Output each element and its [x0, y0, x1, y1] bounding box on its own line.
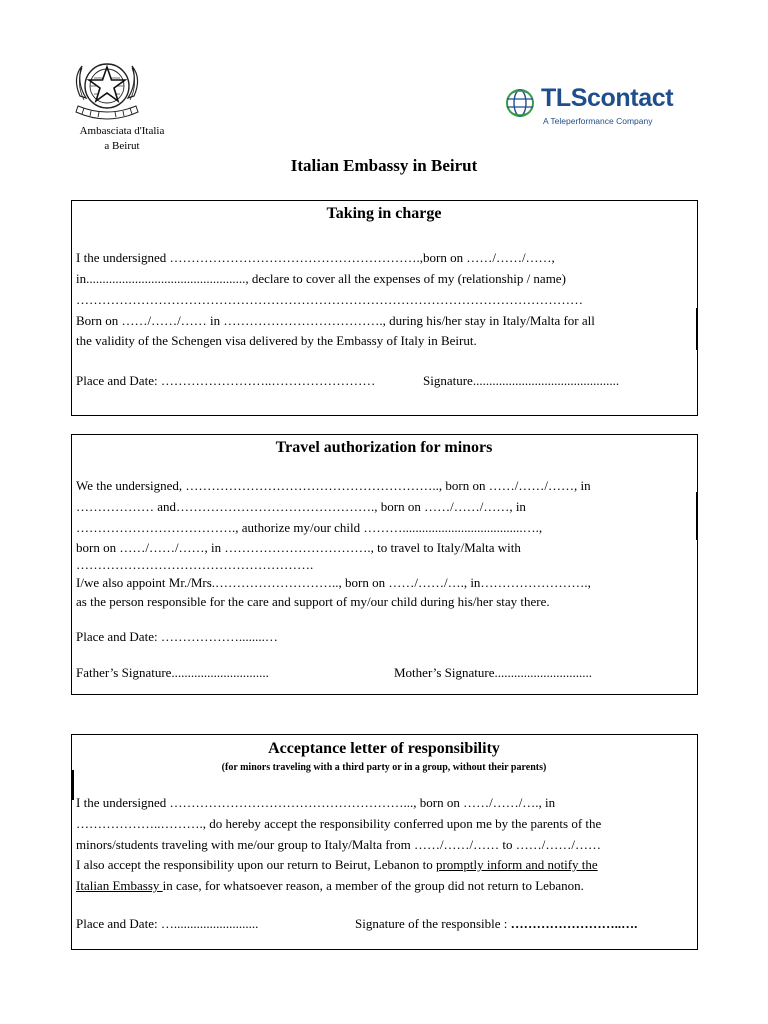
box-edge-mark	[696, 492, 698, 540]
section-title-acceptance-letter: Acceptance letter of responsibility	[268, 740, 500, 757]
signature-label: Signature of the responsible :	[355, 916, 511, 931]
form-line: ………………..………., do hereby accept the responsibility conferred upon me by the parents of the	[76, 816, 602, 831]
underlined-text: Italian Embassy	[76, 878, 163, 893]
form-line-text: in case, for whatsoever reason, a member of the group did not return to Lebanon.	[162, 878, 584, 893]
form-line: ………………………………., authorize my/our child ……….....................................….,	[76, 520, 543, 535]
globe-icon	[503, 86, 537, 120]
form-line: I/we also appoint Mr./Mrs.……………………….., born on ……/……/…., in…………………….,	[76, 575, 591, 590]
form-line: ……………… and………………………………………., born on ……/……/……, in	[76, 499, 526, 514]
place-and-date-field[interactable]: Place and Date: …..........................	[76, 916, 259, 931]
logo-text: TLScontact	[541, 84, 674, 112]
tlscontact-logo	[503, 84, 703, 134]
form-line	[76, 857, 598, 873]
section-title-taking-in-charge: Taking in charge	[326, 205, 442, 222]
form-line: Born on ……/……/…… in ………………………………., during his/her stay in Italy/Malta for all	[76, 313, 595, 328]
section-subtitle-acceptance-letter: (for minors traveling with a third party or in a group, without their parents)	[221, 762, 547, 773]
page-title: Italian Embassy in Beirut	[290, 156, 478, 175]
mother-signature-field[interactable]: Mother’s Signature..............................	[394, 665, 592, 680]
signature-dots: ……………………..….	[510, 916, 638, 931]
father-signature-field[interactable]: Father’s Signature..............................	[76, 665, 269, 680]
form-line: as the person responsible for the care and support of my/our child during his/her stay there.	[76, 594, 550, 609]
place-and-date-field[interactable]: Place and Date: ………………........…	[76, 629, 278, 644]
section-title-travel-authorization: Travel authorization for minors	[275, 439, 493, 456]
logo-subtitle: A Teleperformance Company	[543, 116, 653, 126]
signature-field[interactable]: Signature.............................................	[423, 373, 620, 388]
form-line: in................................................., declare to cover all the expenses of my (relationship / name)	[76, 271, 566, 286]
form-line: I the undersigned ………………………………………………….,born on ……/……/……,	[76, 250, 555, 265]
form-line: minors/students traveling with me/our group to Italy/Malta from ……/……/…… to ……/……/……	[76, 837, 602, 852]
responsible-signature-field[interactable]	[355, 916, 637, 932]
emblem-caption-line-1: Ambasciata d'Italia	[79, 125, 165, 137]
place-and-date-field[interactable]: Place and Date: ……………………..……………………	[76, 373, 376, 388]
underlined-text: promptly inform and notify the	[435, 857, 598, 872]
form-line-text: I also accept the responsibility upon our return to Beirut, Lebanon to	[76, 857, 436, 872]
box-edge-mark	[72, 770, 74, 800]
form-line: born on ……/……/……, in ……………………………., to travel to Italy/Malta with	[76, 540, 521, 555]
emblem-caption-line-2: a Beirut	[104, 140, 140, 152]
emblem-caption	[64, 124, 180, 154]
box-edge-mark	[696, 308, 698, 350]
form-line: ……………………………………………….	[76, 557, 314, 572]
form-line: We the undersigned, ………………………………………………….., born on ……/……/……, in	[76, 478, 591, 493]
form-line: the validity of the Schengen visa delivered by the Embassy of Italy in Beirut.	[76, 333, 477, 348]
form-line	[76, 878, 584, 894]
form-line: ………………………………………………………………………………………………………	[76, 292, 583, 307]
italian-emblem-icon	[68, 56, 146, 126]
form-line: I the undersigned ………………………………………………..., born on ……/……/…., in	[76, 795, 556, 810]
